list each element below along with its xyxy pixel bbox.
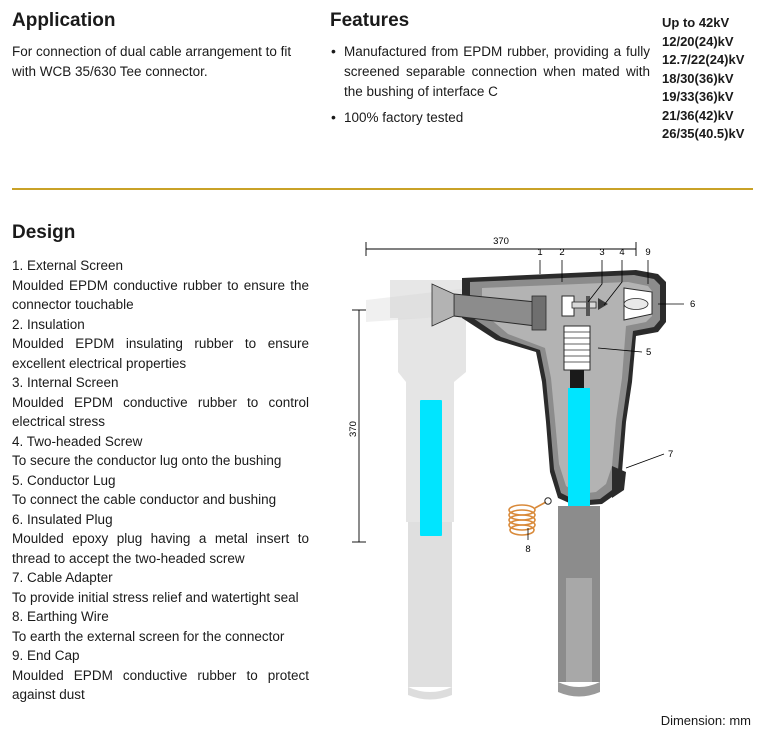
callout-1: 1 [537,247,543,258]
design-item-title: 1. External Screen [12,258,124,273]
top-section [0,0,765,180]
features-list [330,42,650,128]
cable-tail [558,506,600,697]
feature-text: 100% factory tested [344,110,464,125]
design-item-desc: Moulded EPDM conductive rubber to ensure the connector touchable [12,277,309,312]
voltage-ratings-block [662,14,762,144]
drawing-svg [336,222,756,712]
application-text: For connection of dual cable arrangement to fit with WCB 35/630 Tee connector. [12,44,292,79]
voltage-line: 21/36(42)kV [662,107,734,123]
design-item-desc: Moulded EPDM conductive rubber to protect against dust [12,667,309,702]
application-block [12,10,312,82]
callout-6: 6 [690,299,696,310]
callout-7: 7 [668,449,674,460]
design-item-desc: Moulded EPDM conductive rubber to control electrical stress [12,394,309,429]
voltage-line: 26/35(40.5)kV [662,126,745,141]
features-title: Features [330,10,410,31]
callout-2: 2 [559,247,565,258]
design-item-title: 3. Internal Screen [12,375,119,390]
bullet-icon: • [331,109,336,125]
callout-3: 3 [599,247,605,258]
callout-9: 9 [645,247,651,258]
design-item-desc: Moulded epoxy plug having a metal insert to thread to accept the two-headed screw [12,531,309,566]
callout-4: 4 [619,247,625,258]
application-title: Application [12,10,116,31]
voltage-line: 18/30(36)kV [662,70,734,86]
design-item-desc: To earth the external screen for the connector [12,628,285,644]
design-item-desc: To provide initial stress relief and watertight seal [12,589,299,605]
ghost-body-left [412,382,450,554]
design-item-title: 6. Insulated Plug [12,511,113,527]
insulated-plug [624,288,652,320]
list-item [330,108,650,128]
section-divider [12,188,753,190]
design-item-desc: To secure the conductor lug onto the bushing [12,453,282,468]
voltage-line: 12/20(24)kV [662,33,734,49]
list-item [330,42,650,102]
bullet-icon: • [331,43,336,59]
callout-8: 8 [525,544,531,555]
design-item-title: 4. Two-headed Screw [12,433,143,449]
voltage-line: 19/33(36)kV [662,89,734,104]
design-item-desc: Moulded EPDM insulating rubber to ensure excellent electrical properties [12,336,309,371]
design-item-title: 9. End Cap [12,648,80,663]
dimension-left-label: 370 [348,421,359,437]
design-block [12,222,332,705]
design-title: Design [12,222,76,243]
dimension-top-label: 370 [493,236,509,247]
features-block [330,10,650,134]
voltage-heading: Up to 42kV [662,15,730,30]
technical-drawing [336,222,756,712]
design-item-title: 2. Insulation [12,316,85,332]
earthing-wire [509,498,551,535]
feature-text: Manufactured from EPDM rubber, providing a fully screened separable connection when mated with the bushing of interface C [344,44,650,99]
design-item-title: 5. Conductor Lug [12,472,116,488]
dimension-note: Dimension: mm [660,713,751,728]
callout-5: 5 [646,347,652,358]
voltage-line: 12.7/22(24)kV [662,52,745,67]
design-item-title: 8. Earthing Wire [12,609,109,624]
design-item-title: 7. Cable Adapter [12,570,113,585]
design-item-desc: To connect the cable conductor and bushing [12,492,277,507]
